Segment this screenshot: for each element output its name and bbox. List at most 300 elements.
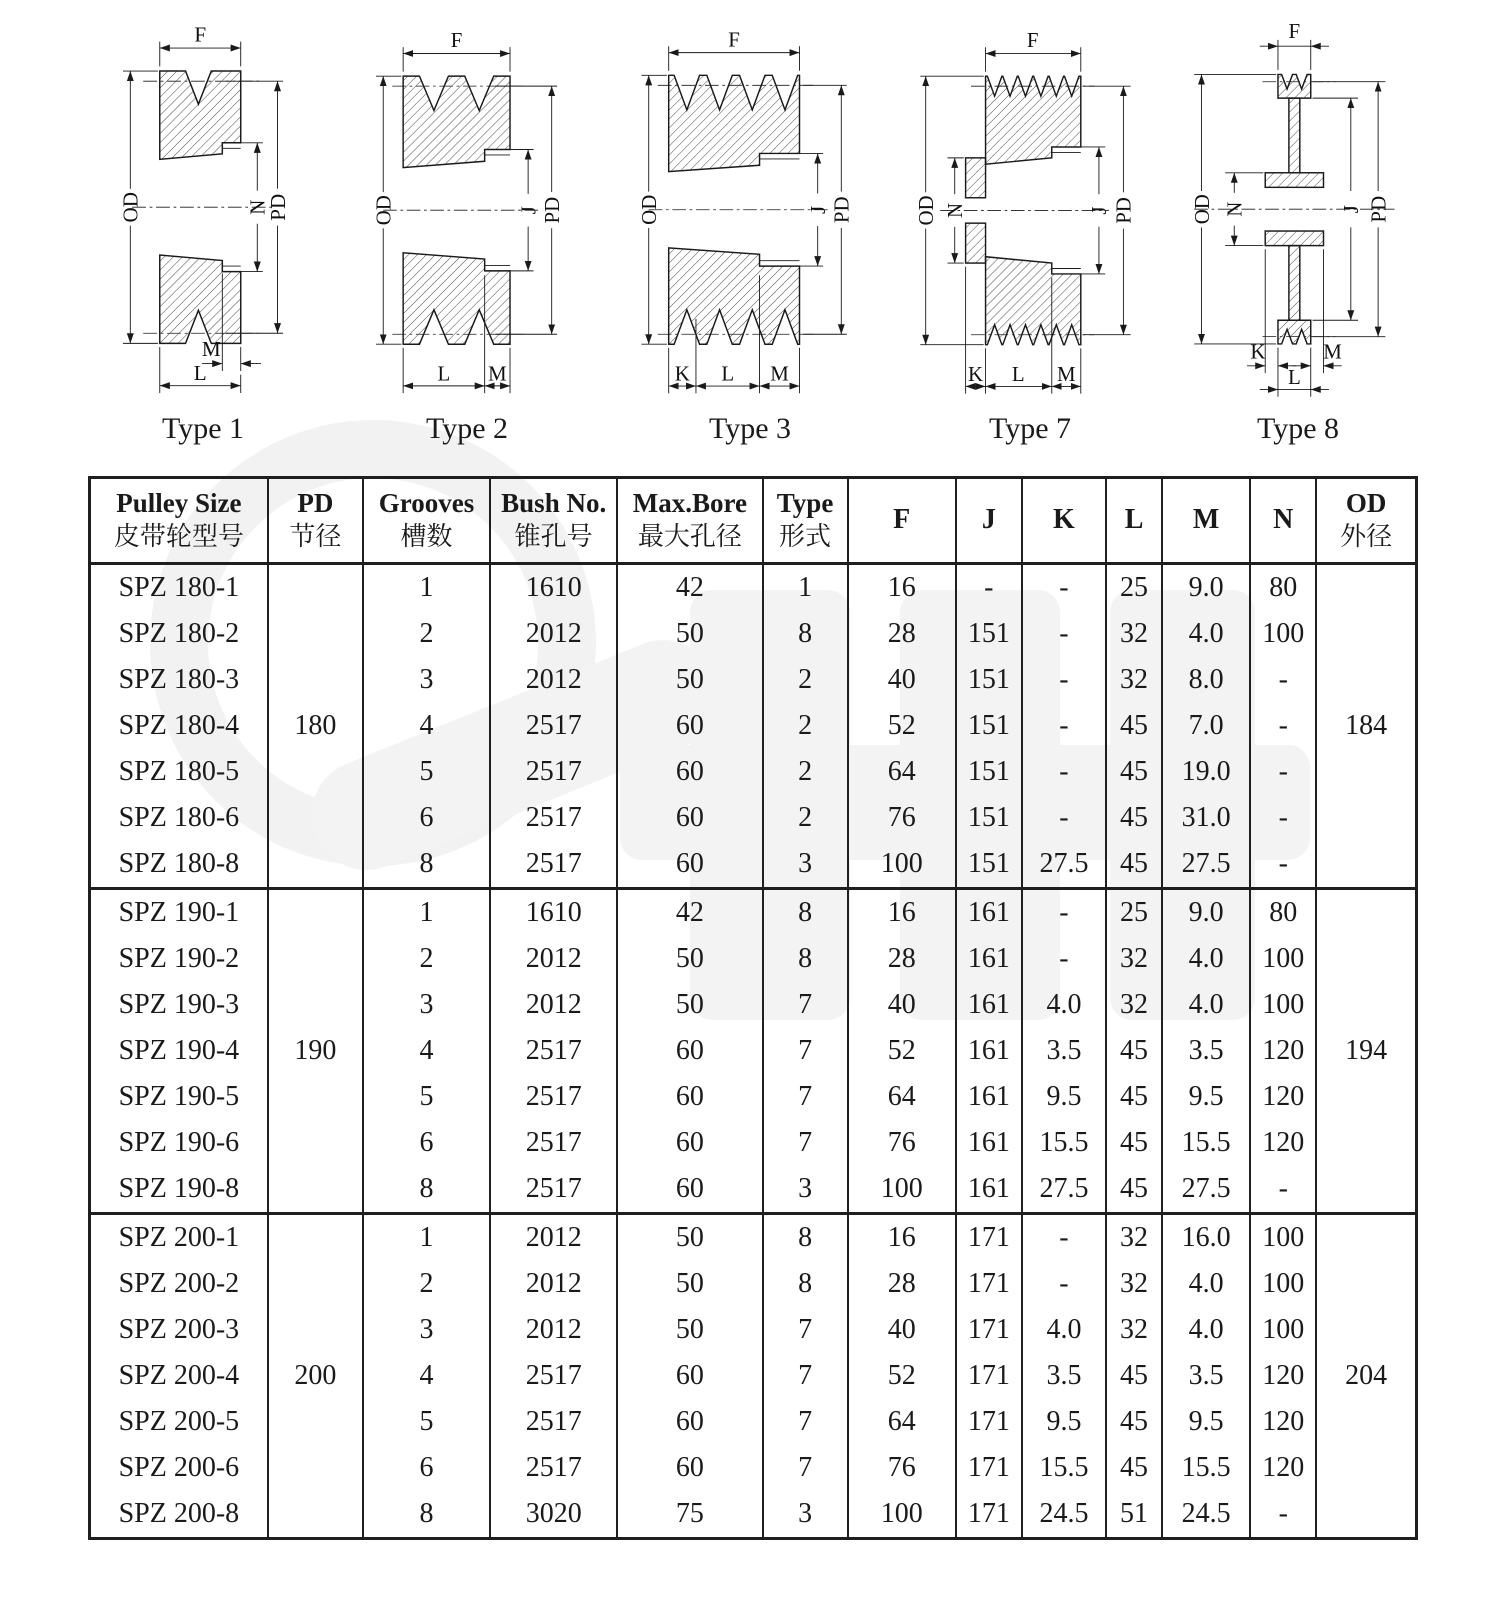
value-cell: 45 [1106,703,1162,749]
pulley-size-cell: SPZ 200-4 [90,1353,268,1399]
value-cell: 151 [956,795,1022,841]
value-cell: 161 [956,936,1022,982]
value-cell: 4 [363,703,490,749]
value-cell: 32 [1106,611,1162,657]
value-cell: 45 [1106,1166,1162,1214]
value-cell: 1 [363,564,490,612]
dim-label-k: K [968,361,984,386]
col-header-grooves [363,477,490,564]
value-cell: 8.0 [1162,657,1250,703]
value-cell: 151 [956,703,1022,749]
header-en: Bush No. [501,487,607,518]
value-cell: 76 [848,1120,956,1166]
value-cell: 32 [1106,1214,1162,1262]
value-cell: 25 [1106,564,1162,612]
value-cell: 2517 [490,749,617,795]
dim-label-l: L [721,361,735,386]
pulley-size-cell: SPZ 190-1 [90,889,268,937]
dim-label-pd: PD [539,197,564,224]
dim-label-m: M [1056,361,1076,386]
value-cell: 2 [763,657,848,703]
dim-label-pd: PD [265,193,290,221]
value-cell: 1 [363,1214,490,1262]
type1-figure [88,14,318,446]
value-cell: 2012 [490,611,617,657]
pulley-size-cell: SPZ 200-2 [90,1261,268,1307]
value-cell: 3 [363,982,490,1028]
value-cell: 2517 [490,1353,617,1399]
value-cell: 15.5 [1022,1120,1106,1166]
value-cell: - [1022,936,1106,982]
dim-label-od: OD [371,195,396,226]
value-cell: 16 [848,1214,956,1262]
col-header-j: J [956,477,1022,564]
value-cell: 8 [363,1166,490,1214]
value-cell: 100 [1250,1214,1316,1262]
value-cell: 60 [617,1166,762,1214]
value-cell: 100 [1250,1261,1316,1307]
pulley-size-cell: SPZ 200-3 [90,1307,268,1353]
value-cell: 4 [363,1353,490,1399]
value-cell: 1 [363,889,490,937]
value-cell: 50 [617,1307,762,1353]
value-cell: 64 [848,1399,956,1445]
type3-caption: Type 3 [708,411,792,445]
value-cell: - [1250,657,1316,703]
value-cell: 27.5 [1022,1166,1106,1214]
value-cell: 8 [763,889,848,937]
value-cell: 3.5 [1022,1353,1106,1399]
col-header-max-bore [617,477,762,564]
spec-table-body [90,564,1417,1539]
value-cell: 100 [1250,936,1316,982]
value-cell: 4.0 [1162,1261,1250,1307]
value-cell: 100 [1250,982,1316,1028]
value-cell: 4.0 [1022,982,1106,1028]
value-cell: 151 [956,841,1022,889]
value-cell: 120 [1250,1028,1316,1074]
value-cell: 52 [848,1353,956,1399]
value-cell: 1 [763,564,848,612]
value-cell: 2 [363,611,490,657]
pulley-size-cell: SPZ 190-6 [90,1120,268,1166]
type8-caption: Type 8 [1256,411,1340,445]
value-cell: 7 [763,1445,848,1491]
value-cell: 8 [763,1214,848,1262]
value-cell: - [956,564,1022,612]
value-cell: 60 [617,795,762,841]
header-en: Pulley Size [116,487,242,518]
value-cell: 60 [617,1399,762,1445]
col-header-f: F [848,477,956,564]
dim-label-od: OD [1189,194,1214,225]
col-header-type [763,477,848,564]
value-cell: 3 [363,1307,490,1353]
value-cell: 2517 [490,795,617,841]
col-header-pulley-size [90,477,268,564]
value-cell: 8 [363,1491,490,1539]
type2-figure [347,20,587,445]
value-cell: - [1022,795,1106,841]
value-cell: 2 [763,749,848,795]
value-cell: 2517 [490,841,617,889]
value-cell: 3.5 [1162,1028,1250,1074]
table-row [90,564,1417,612]
value-cell: 2517 [490,1445,617,1491]
pd-span-cell: 190 [268,889,363,1214]
value-cell: 5 [363,1074,490,1120]
dim-label-m: M [201,337,221,362]
pulley-size-cell: SPZ 200-6 [90,1445,268,1491]
pulley-size-cell: SPZ 180-2 [90,611,268,657]
value-cell: - [1250,1491,1316,1539]
dim-label-f: F [728,27,740,52]
value-cell: 7 [763,1307,848,1353]
value-cell: 2517 [490,1399,617,1445]
value-cell: 9.5 [1022,1399,1106,1445]
col-header-pd [268,477,363,564]
dim-label-pd: PD [1366,195,1391,223]
value-cell: 2517 [490,1074,617,1120]
header-zh: 皮带轮型号 [113,522,244,552]
col-header-bush-no [490,477,617,564]
value-cell: 161 [956,982,1022,1028]
value-cell: 161 [956,889,1022,937]
dim-label-od: OD [118,191,143,223]
pulley-size-cell: SPZ 190-8 [90,1166,268,1214]
value-cell: 4.0 [1162,611,1250,657]
od-span-cell: 184 [1316,564,1416,889]
value-cell: 3 [363,657,490,703]
value-cell: 6 [363,795,490,841]
value-cell: - [1022,749,1106,795]
value-cell: 4.0 [1022,1307,1106,1353]
value-cell: 60 [617,841,762,889]
value-cell: 2 [763,703,848,749]
dim-label-m: M [488,361,507,386]
header-en: Type [776,487,834,518]
value-cell: 32 [1106,657,1162,703]
value-cell: 7 [763,1074,848,1120]
dim-label-f: F [194,22,207,47]
value-cell: 151 [956,657,1022,703]
value-cell: 24.5 [1162,1491,1250,1539]
value-cell: 7 [763,1399,848,1445]
value-cell: 1610 [490,889,617,937]
dim-label-l: L [1287,365,1301,390]
pulley-size-cell: SPZ 200-5 [90,1399,268,1445]
value-cell: 45 [1106,749,1162,795]
pulley-size-cell: SPZ 200-8 [90,1491,268,1539]
dim-label-pd: PD [829,196,854,224]
dim-label-n: N [1222,201,1247,217]
value-cell: 171 [956,1445,1022,1491]
header-zh: 锥孔号 [514,522,593,552]
pulley-size-cell: SPZ 190-5 [90,1074,268,1120]
value-cell: 60 [617,1074,762,1120]
value-cell: 120 [1250,1399,1316,1445]
value-cell: - [1022,564,1106,612]
value-cell: 50 [617,657,762,703]
type2-drawing [347,20,587,409]
dim-label-k: K [674,361,690,386]
value-cell: 45 [1106,841,1162,889]
pulley-type-drawings [0,0,1490,446]
value-cell: 171 [956,1399,1022,1445]
pulley-size-cell: SPZ 180-4 [90,703,268,749]
type8-drawing [1176,18,1420,409]
header-en: PD [297,487,334,518]
type8-figure [1176,18,1420,445]
table-row [90,889,1417,937]
pulley-size-cell: SPZ 190-4 [90,1028,268,1074]
value-cell: 76 [848,1445,956,1491]
value-cell: 6 [363,1445,490,1491]
value-cell: 50 [617,611,762,657]
value-cell: 7 [763,1120,848,1166]
pulley-size-cell: SPZ 180-5 [90,749,268,795]
dim-label-j: J [1339,205,1364,214]
value-cell: - [1022,657,1106,703]
value-cell: 40 [848,657,956,703]
value-cell: 9.5 [1162,1399,1250,1445]
header-zh: 外径 [1340,522,1393,552]
value-cell: 171 [956,1261,1022,1307]
value-cell: 45 [1106,1028,1162,1074]
value-cell: 52 [848,1028,956,1074]
value-cell: 24.5 [1022,1491,1106,1539]
value-cell: 9.5 [1022,1074,1106,1120]
value-cell: 3 [763,841,848,889]
value-cell: 100 [1250,1307,1316,1353]
value-cell: 2012 [490,657,617,703]
value-cell: 5 [363,1399,490,1445]
type1-drawing [88,14,318,410]
value-cell: 151 [956,611,1022,657]
pd-span-cell: 180 [268,564,363,889]
value-cell: 42 [617,889,762,937]
value-cell: 64 [848,749,956,795]
value-cell: - [1022,889,1106,937]
value-cell: 5 [363,749,490,795]
value-cell: 32 [1106,1307,1162,1353]
dim-label-j: J [516,206,541,215]
value-cell: 19.0 [1162,749,1250,795]
value-cell: 60 [617,749,762,795]
dim-label-j: J [1087,205,1112,215]
value-cell: 27.5 [1162,841,1250,889]
value-cell: 2517 [490,1166,617,1214]
spec-table-section [0,446,1490,1541]
type3-figure [616,19,884,446]
value-cell: 28 [848,1261,956,1307]
value-cell: - [1022,611,1106,657]
value-cell: 28 [848,611,956,657]
header-en: Max.Bore [632,487,747,518]
value-cell: - [1250,749,1316,795]
dim-label-f: F [1288,19,1301,44]
value-cell: 2517 [490,703,617,749]
value-cell: 51 [1106,1491,1162,1539]
value-cell: - [1022,1261,1106,1307]
value-cell: 171 [956,1214,1022,1262]
pulley-size-cell: SPZ 180-8 [90,841,268,889]
value-cell: 2012 [490,1307,617,1353]
spec-table [88,476,1418,1541]
pulley-size-cell: SPZ 180-3 [90,657,268,703]
value-cell: 16 [848,564,956,612]
value-cell: 60 [617,1445,762,1491]
value-cell: 2 [363,936,490,982]
value-cell: 7 [763,982,848,1028]
value-cell: 151 [956,749,1022,795]
pulley-size-cell: SPZ 190-3 [90,982,268,1028]
dim-label-m: M [1323,339,1342,364]
value-cell: 171 [956,1307,1022,1353]
dim-label-od: OD [913,194,938,226]
value-cell: 45 [1106,1120,1162,1166]
value-cell: 171 [956,1491,1022,1539]
value-cell: 60 [617,1028,762,1074]
value-cell: 50 [617,936,762,982]
pd-span-cell: 200 [268,1214,363,1539]
col-header-m: M [1162,477,1250,564]
pulley-size-cell: SPZ 190-2 [90,936,268,982]
value-cell: 50 [617,982,762,1028]
value-cell: 25 [1106,889,1162,937]
dim-label-l: L [1011,361,1025,386]
value-cell: 161 [956,1074,1022,1120]
value-cell: 16.0 [1162,1214,1250,1262]
value-cell: 60 [617,1120,762,1166]
value-cell: 2012 [490,1261,617,1307]
value-cell: 76 [848,795,956,841]
pulley-size-cell: SPZ 200-1 [90,1214,268,1262]
value-cell: - [1250,841,1316,889]
value-cell: - [1022,703,1106,749]
value-cell: 4.0 [1162,982,1250,1028]
type7-drawing [913,20,1147,410]
value-cell: 4.0 [1162,936,1250,982]
value-cell: 32 [1106,936,1162,982]
value-cell: 75 [617,1491,762,1539]
value-cell: 3.5 [1162,1353,1250,1399]
value-cell: 171 [956,1353,1022,1399]
dim-label-k: K [1250,339,1266,364]
dim-label-l: L [193,361,207,386]
od-span-cell: 204 [1316,1214,1416,1539]
dim-label-od: OD [637,194,662,225]
value-cell: 60 [617,703,762,749]
value-cell: 15.5 [1162,1445,1250,1491]
value-cell: 45 [1106,1353,1162,1399]
dim-label-f: F [450,28,463,53]
value-cell: 3 [763,1166,848,1214]
value-cell: 4 [363,1028,490,1074]
value-cell: 161 [956,1166,1022,1214]
value-cell: 2517 [490,1120,617,1166]
od-span-cell: 194 [1316,889,1416,1214]
value-cell: 27.5 [1022,841,1106,889]
dim-label-pd: PD [1111,196,1136,224]
value-cell: 45 [1106,1399,1162,1445]
value-cell: - [1250,703,1316,749]
value-cell: 8 [363,841,490,889]
value-cell: 3 [763,1491,848,1539]
col-header-n: N [1250,477,1316,564]
value-cell: 15.5 [1162,1120,1250,1166]
table-row [90,1214,1417,1262]
value-cell: 3.5 [1022,1028,1106,1074]
value-cell: 80 [1250,564,1316,612]
value-cell: 32 [1106,982,1162,1028]
value-cell: 40 [848,1307,956,1353]
header-en: Grooves [378,487,475,518]
value-cell: 8 [763,1261,848,1307]
value-cell: - [1250,1166,1316,1214]
value-cell: 3020 [490,1491,617,1539]
value-cell: 31.0 [1162,795,1250,841]
header-row [90,477,1417,564]
value-cell: 161 [956,1120,1022,1166]
value-cell: 100 [848,1166,956,1214]
type7-caption: Type 7 [988,411,1072,445]
header-zh: 形式 [779,522,832,552]
value-cell: - [1022,1214,1106,1262]
dim-label-n: N [245,199,270,215]
value-cell: 8 [763,936,848,982]
value-cell: 45 [1106,795,1162,841]
value-cell: 2012 [490,982,617,1028]
value-cell: 100 [1250,611,1316,657]
dim-label-n: N [943,202,968,218]
value-cell: 42 [617,564,762,612]
value-cell: 32 [1106,1261,1162,1307]
value-cell: 80 [1250,889,1316,937]
value-cell: 120 [1250,1445,1316,1491]
value-cell: 100 [848,1491,956,1539]
value-cell: 45 [1106,1074,1162,1120]
value-cell: - [1250,795,1316,841]
value-cell: 60 [617,1353,762,1399]
value-cell: 9.0 [1162,889,1250,937]
value-cell: 45 [1106,1445,1162,1491]
pulley-size-cell: SPZ 180-1 [90,564,268,612]
value-cell: 2517 [490,1028,617,1074]
col-header-k: K [1022,477,1106,564]
value-cell: 50 [617,1214,762,1262]
col-header-od [1316,477,1416,564]
value-cell: 120 [1250,1353,1316,1399]
header-zh: 槽数 [400,522,453,552]
col-header-l: L [1106,477,1162,564]
value-cell: 16 [848,889,956,937]
value-cell: 4.0 [1162,1307,1250,1353]
value-cell: 2012 [490,1214,617,1262]
type1-caption: Type 1 [161,411,245,445]
dim-label-f: F [1026,27,1039,52]
value-cell: 64 [848,1074,956,1120]
value-cell: 120 [1250,1074,1316,1120]
type7-figure [913,20,1147,446]
value-cell: 161 [956,1028,1022,1074]
value-cell: 2 [763,795,848,841]
value-cell: 8 [763,611,848,657]
value-cell: 15.5 [1022,1445,1106,1491]
type3-drawing [616,19,884,410]
value-cell: 7 [763,1028,848,1074]
value-cell: 100 [848,841,956,889]
